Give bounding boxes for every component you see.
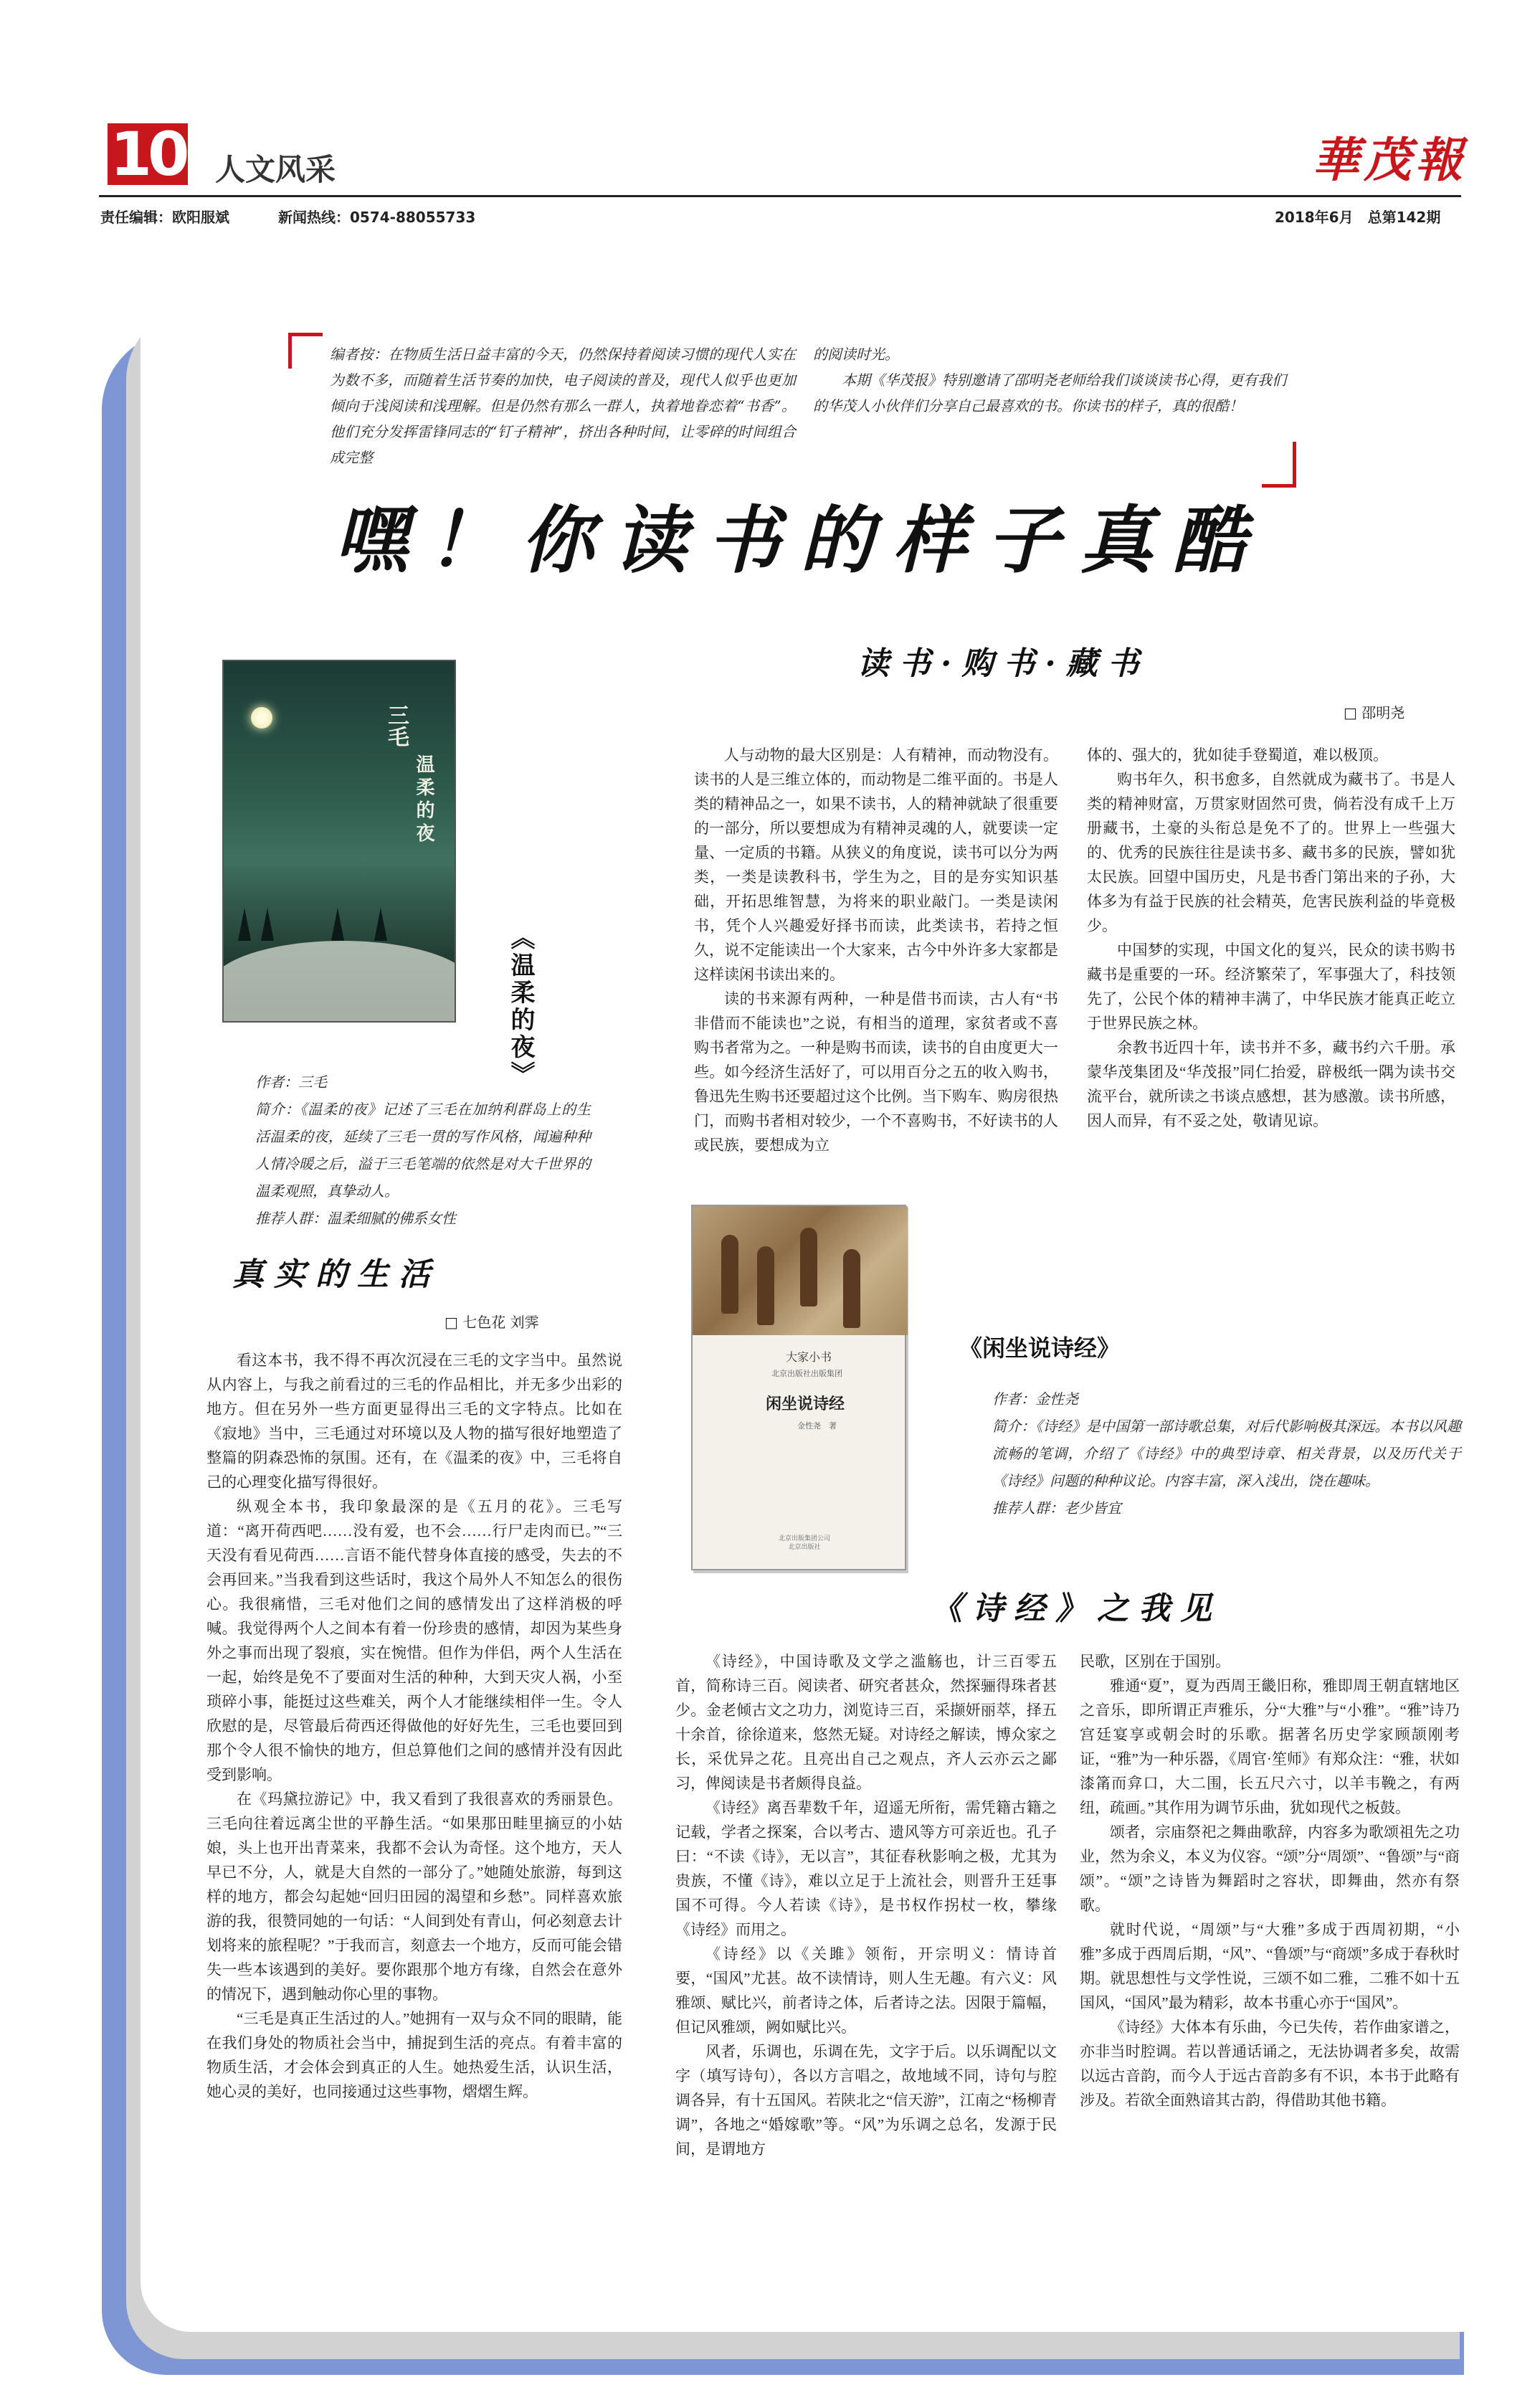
paragraph: 购书年久，积书愈多，自然就成为藏书了。书是人类的精神财富，万贯家财固然可贵，倘若没有成千上万册藏书，土豪的头衔总是免不了的。世界上一些强大的、优秀的民族往往是读书多、藏书多的民族，譬如犹太民族。回望中国历史，凡是书香门第出来的子孙，大体多为有益于民族的社会精英，危害民族利益的毕竟极少。 bbox=[1087, 771, 1455, 934]
figure-icon bbox=[757, 1246, 774, 1325]
section-title: 人文风采 bbox=[215, 152, 336, 187]
note-bracket-top-left bbox=[288, 333, 323, 369]
note-bracket-bottom-right bbox=[1262, 442, 1296, 488]
paragraph: 中国梦的实现，中国文化的复兴，民众的读书购书藏书是重要的一环。经济繁荣了，军事强大了，科技领先了，公民个体的精神丰满了，中华民族才能真正屹立于世界民族之林。 bbox=[1087, 941, 1455, 1032]
cover-series: 大家小书 bbox=[786, 1350, 832, 1364]
article-reading-col2 bbox=[1087, 743, 1455, 1133]
book2-caption: 《闲坐说诗经》 bbox=[959, 1334, 1121, 1362]
paragraph: 《诗经》大体本有乐曲，今已失传，若作曲家谱之，亦非当时腔调。若以普通话诵之，无法协调者多矣，故需以远古音韵，而今人于远古音韵多有不识，本书于此略有涉及。若欲全面熟谙其古韵，得借助其他书籍。 bbox=[1080, 2019, 1460, 2109]
book-cover-xianzuo-shuo-shijing bbox=[691, 1205, 906, 1570]
editor-credit: 责任编辑：欧阳服斌 bbox=[100, 209, 229, 226]
article-real-life-title: 真实的生活 bbox=[232, 1256, 440, 1293]
paragraph: 人与动物的最大区别是：人有精神，而动物没有。读书的人是三维立体的，而动物是二维平面的。书是人类的精神品之一，如果不读书，人的精神就缺了很重要的一部分，所以要想成为有精神灵魂的人，就要读一定量、一定质的书籍。从狭义的角度说，读书可以分为两类，一类是读教科书，学生为之，目的是夯实知识基础，开拓思维智慧，为将来的职业敲门。一类是读闲书，凭个人兴趣爱好择书而读，此类读书，若持之恒久，说不定能读出一个大家来，古今中外许多大家都是这样读闲书读出来的。 bbox=[694, 746, 1058, 983]
paragraph: 《诗经》离吾辈数千年，迢遥无所衔，需凭籍古籍之记载，学者之探案，合以考古、遗风等方可亲近也。孔子曰：“不读《诗》，无以言”，其征春秋影响之极，尤其为贵族，不懂《诗》，难以立足于上流社会，则晋升王廷事国不可得。今人若读《诗》，是书权作拐杖一枚，攀缘《诗经》而用之。 bbox=[675, 1799, 1057, 1938]
paragraph: 雅通“夏”，夏为西周王畿旧称，雅即周王朝直辖地区之音乐，即所谓正声雅乐，分“大雅”与“小雅”。“雅”诗乃宫廷宴享或朝会时的乐歌。据著名历史学家顾颉刚考证，“雅”为一种乐器，《周官·笙师》有郑众注：“雅，状如漆筩而弇口，大二围，长五尺六寸，以羊韦鞔之，有两纽，疏画。”其作用为调节乐曲，犹如现代之板鼓。 bbox=[1080, 1677, 1460, 1816]
paragraph: 《诗经》以《关雎》领衔，开宗明义：情诗首要，“国风”尤甚。故不读情诗，则人生无趣。有六义：风雅颂、赋比兴，前者诗之体，后者诗之法。因限于篇幅，但记风雅颂，阙如赋比兴。 bbox=[675, 1945, 1057, 2036]
cover-title: 闲坐说诗经 bbox=[766, 1395, 845, 1413]
paragraph: 余教书近四十年，读书并不多，藏书约六千册。承蒙华茂集团及“华茂报”同仁抬爱，辟极纸一隅为读书交流平台，就所读之书谈点感想，甚为感激。读书所感，因人而异，有不妥之处，敬请见谅。 bbox=[1087, 1039, 1455, 1129]
book2-audience: 推荐人群：老少皆宜 bbox=[992, 1499, 1121, 1517]
tree-icon bbox=[238, 908, 251, 941]
editor-note-col2: 的阅读时光。 本期《华茂报》特别邀请了邵明尧老师给我们谈谈读书心得，更有我们的华茂人小伙伴们分享自己最喜欢的书。你读书的样子，真的很酷！ bbox=[813, 346, 1286, 414]
figure-icon bbox=[800, 1228, 817, 1306]
paragraph: 风者，乐调也，乐调在先，文字于后。以乐调配以文字（填写诗句），各以方言唱之，故地域不同，诗句与腔调各异，有十五国风。若陕北之“信天游”，江南之“杨柳青调”，各地之“婚嫁歌”等。“风”为乐调之总名，发源于民间，是谓地方 bbox=[675, 2043, 1057, 2158]
newspaper-logo: 華茂報 bbox=[1312, 132, 1467, 188]
article-shijing-col1 bbox=[675, 1649, 1057, 2161]
article-reading-title: 读书·购书·藏书 bbox=[857, 645, 1149, 682]
book1-intro: 简介：《温柔的夜》记述了三毛在加纳利群岛上的生活温柔的夜，延续了三毛一贯的写作风格，闻遍种种人情冷暖之后，溢于三毛笔端的依然是对大千世界的温柔观照，真挚动人。 bbox=[255, 1101, 591, 1200]
book1-info bbox=[255, 1068, 591, 1232]
article-reading-col1 bbox=[694, 743, 1058, 1157]
issue-info: 2018年6月 总第142期 bbox=[1275, 209, 1441, 226]
tree-icon bbox=[261, 908, 274, 941]
cover-publisher: 北京出版集团公司 北京出版社 bbox=[779, 1535, 831, 1551]
cover-author: 三毛 bbox=[384, 704, 409, 747]
paragraph: 《诗经》，中国诗歌及文学之滥觞也，计三百零五首，简称诗三百。阅读者、研究者甚众，然探骊得珠者甚少。金老倾古文之功力，浏览诗三百，采撷妍丽萃，择五十余首，徐徐道来，悠然无疑。对诗经之解读，博众家之长，采优异之花。且亮出自己之观点，齐人云亦云之鄙习，俾阅读是书者颇得良益。 bbox=[675, 1653, 1057, 1792]
cover-artwork bbox=[693, 1206, 908, 1335]
paragraph: 体的、强大的，犹如徒手登蜀道，难以极顶。 bbox=[1087, 746, 1388, 764]
book2-author: 作者：金性尧 bbox=[992, 1390, 1078, 1408]
news-hotline: 新闻热线：0574-88055733 bbox=[278, 209, 476, 226]
article-real-life-byline: □ 七色花 刘霁 bbox=[445, 1314, 539, 1331]
paragraph: 看这本书，我不得不再次沉浸在三毛的文字当中。虽然说从内容上，与我之前看过的三毛的作品相比，并无多少出彩的地方。但在另外一些方面更显得出三毛的文字特点。比如在《寂地》当中，三毛通过对环境以及人物的描写很好地塑造了整篇的阴森恐怖的氛围。还有，在《温柔的夜》中，三毛将自己的心理变化描写得很好。 bbox=[206, 1352, 622, 1491]
paragraph: 民歌，区别在于国别。 bbox=[1080, 1653, 1230, 1670]
cover-hill bbox=[222, 941, 456, 1023]
tree-icon bbox=[374, 908, 387, 941]
article-shijing-title: 《诗经》之我见 bbox=[931, 1590, 1222, 1627]
page-number: 10 bbox=[108, 123, 188, 185]
article-real-life-body bbox=[206, 1348, 622, 2104]
book1-author: 作者：三毛 bbox=[255, 1073, 327, 1091]
cover-title: 温柔的夜 bbox=[413, 754, 434, 846]
book1-caption: 《温柔的夜》 bbox=[506, 925, 535, 1088]
paragraph: “三毛是真正生活过的人。”她拥有一双与众不同的眼睛，能在我们身处的物质社会当中，捕捉到生活的亮点。有着丰富的物质生活，才会体会到真正的人生。她热爱生活，认识生活，她心灵的美好，也同接通过这些事物，熠熠生辉。 bbox=[206, 2010, 622, 2100]
book1-audience: 推荐人群：温柔细腻的佛系女性 bbox=[255, 1210, 456, 1227]
editor-note-col1: 编者按：在物质生活日益丰富的今天，仍然保持着阅读习惯的现代人实在为数不多，而随着生活节奏的加快，电子阅读的普及，现代人似乎也更加倾向于浅阅读和浅理解。但是仍然有那么一群人，执着地眷恋着“书香”。他们充分发挥雷锋同志的“钉子精神”，挤出各种时间，让零碎的时间组合成完整 bbox=[330, 346, 796, 466]
figure-icon bbox=[721, 1235, 738, 1314]
paragraph: 颂者，宗庙祭祀之舞曲歌辞，内容多为歌颂祖先之功业，然为余义，本义为仪容。“颂”分“周颂”、“鲁颂”与“商颂”。“颂”之诗皆为舞蹈时之容状，即舞曲，然亦有祭歌。 bbox=[1080, 1823, 1460, 1914]
article-reading-byline: □ 邵明尧 bbox=[1344, 704, 1405, 721]
moon-icon bbox=[251, 707, 272, 729]
paragraph: 就时代说，“周颂”与“大雅”多成于西周初期，“小雅”多成于西周后期，“风”、“鲁颂”与“商颂”多成于春秋时期。就思想性与文学性说，三颂不如二雅，二雅不如十五国风，“国风”最为精彩，故本书重心亦于“国风”。 bbox=[1080, 1921, 1460, 2011]
figure-icon bbox=[843, 1249, 860, 1328]
cover-subtitle: 北京出版社出版集团 bbox=[771, 1369, 842, 1378]
main-title: 嘿！你读书的样子真酷 bbox=[334, 498, 1266, 584]
paragraph: 读的书来源有两种，一种是借书而读，古人有“书非借而不能读也”之说，有相当的道理，家贫者或不喜购书者常为之。一种是购书而读，读书的自由度更大一些。如今经济生活好了，可以用百分之五的收入购书，鲁迅先生购书还要超过这个比例。当下购车、购房很热门，而购书者相对较少，一个不喜购书，不好读书的人或民族，要想成为立 bbox=[694, 990, 1058, 1154]
paragraph: 纵观全本书，我印象最深的是《五月的花》。三毛写道：“离开荷西吧……没有爱，也不会……行尸走肉而已。”“三天没有看见荷西……言语不能代替身体直接的感受，失去的不会再回来。”当我看到这些话时，我这个局外人不知怎么的很伤心。我很痛惜，三毛对他们之间的感情发出了这样消极的呼喊。我觉得两个人之间本有着一份珍贵的感情，却因为某些身外之事而出现了裂痕，实在惋惜。但作为伴侣，两个人生活在一起，始终是免不了要面对生活的种种，大到天灾人祸，小至琐碎小事，能挺过这些难关，两个人才能继续相伴一生。令人欣慰的是，尽管最后荷西还得做他的好好先生，三毛也要回到那个令人很不愉快的地方，但总算他们之间的感情并没有因此受到影响。 bbox=[206, 1498, 622, 1783]
book2-info bbox=[992, 1385, 1461, 1522]
header-rule bbox=[99, 195, 1461, 197]
book2-intro: 简介：《诗经》是中国第一部诗歌总集，对后代影响极其深远。本书以风趣流畅的笔调，介绍了《诗经》中的典型诗章、相关背景，以及历代关于《诗经》问题的种种议论。内容丰富，深入浅出，饶在趣味。 bbox=[992, 1418, 1461, 1489]
article-shijing-col2 bbox=[1080, 1649, 1460, 2112]
paragraph: 在《玛黛拉游记》中，我又看到了我很喜欢的秀丽景色。三毛向往着远离尘世的平静生活。“如果那田畦里摘豆的小姑娘，头上也开出青菜来，我都不会认为奇怪。这个地方，天人早已不分，人，就是大自然的一部分了。”她随处旅游，每到这样的地方，都会勾起她“回归田园的渴望和乡愁”。同样喜欢旅游的我，很赞同她的一句话：“人间到处有青山，何必刻意去计划将来的旅程呢？”于我而言，刻意去一个地方，反而可能会错失一些本该遇到的美好。要你跟那个地方有缘，自然会在意外的情况下，遇到触动你心里的事物。 bbox=[206, 1790, 622, 2003]
book-cover-wenrou-de-ye bbox=[222, 660, 456, 1023]
cover-author: 金性尧 著 bbox=[797, 1421, 837, 1431]
tree-icon bbox=[331, 908, 344, 941]
